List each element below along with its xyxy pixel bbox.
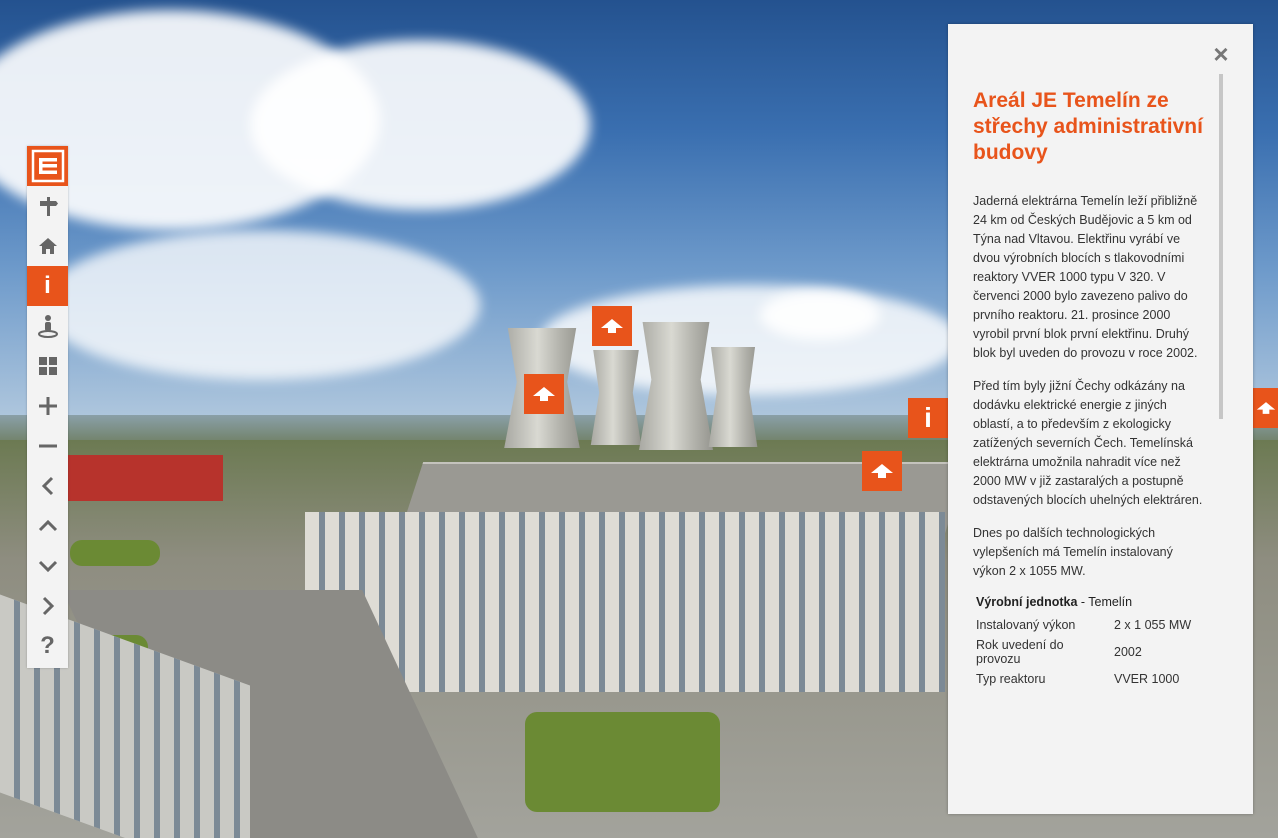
chevron-down-icon[interactable] <box>27 546 68 586</box>
chevron-left-icon[interactable] <box>27 466 68 506</box>
table-heading <box>976 595 1203 609</box>
close-icon[interactable]: × <box>1213 39 1229 69</box>
specs-table <box>973 615 1197 689</box>
chevron-up-icon[interactable] <box>27 506 68 546</box>
home-icon[interactable] <box>27 226 68 266</box>
navigation-toolbar <box>27 146 68 668</box>
table-row <box>973 635 1197 669</box>
grid-icon[interactable] <box>27 346 68 386</box>
panel-paragraph: Dnes po dalších technologických vylepšeních má Temelín instalovaný výkon 2 x 1055 MW. <box>973 526 1173 578</box>
plus-icon[interactable] <box>27 386 68 426</box>
scrollbar[interactable] <box>1219 74 1223 419</box>
table-row <box>973 669 1197 689</box>
arrow-up-icon <box>1256 401 1276 415</box>
help-icon[interactable] <box>27 626 68 666</box>
table-heading-main: Výrobní jednotka <box>976 595 1078 609</box>
signpost-icon[interactable] <box>27 186 68 226</box>
red-building <box>68 455 223 501</box>
lawn <box>70 540 160 566</box>
cloud <box>40 230 480 380</box>
table-row <box>973 615 1197 635</box>
info-icon[interactable] <box>27 266 68 306</box>
cez-logo-icon[interactable] <box>27 146 68 186</box>
navigate-arrow-hotspot[interactable] <box>592 306 632 346</box>
table-heading-suffix: - Temelín <box>1077 595 1133 609</box>
specs-table-section <box>973 595 1203 689</box>
table-key: Rok uvedení do provozu <box>976 638 1064 666</box>
help-button-label: ? <box>40 632 55 659</box>
arrow-up-icon <box>532 386 556 402</box>
navigate-arrow-hotspot[interactable] <box>1253 388 1278 428</box>
table-value: 2002 <box>1114 645 1142 659</box>
minus-icon[interactable] <box>27 426 68 466</box>
info-panel-content <box>973 88 1203 689</box>
person-icon[interactable] <box>27 306 68 346</box>
cloud <box>250 40 590 210</box>
info-panel <box>948 24 1253 814</box>
info-hotspot-label: i <box>924 402 932 433</box>
table-key: Instalovaný výkon <box>976 618 1076 632</box>
panel-paragraph: Před tím byly jižní Čechy odkázány na dodávku elektrické energie z jiných oblastí, a to především z ekologicky zatížených severních Čech. Temelínská elektrárna umožnila nahradit více než 2000 MW v již zastaralých a postupně odstavených blocích uhelných elektráren. <box>973 379 1203 507</box>
chevron-right-icon[interactable] <box>27 586 68 626</box>
table-value: 2 x 1 055 MW <box>1114 618 1192 632</box>
navigate-arrow-hotspot[interactable] <box>862 451 902 491</box>
admin-building <box>305 512 945 692</box>
cloud <box>760 290 880 340</box>
navigate-arrow-hotspot[interactable] <box>524 374 564 414</box>
info-button-label: i <box>44 272 51 299</box>
arrow-up-icon <box>870 463 894 479</box>
panel-title: Areál JE Temelín ze střechy administrativní budovy <box>973 89 1203 164</box>
table-value: VVER 1000 <box>1114 672 1180 686</box>
arrow-up-icon <box>600 318 624 334</box>
lawn <box>525 712 720 812</box>
info-hotspot[interactable] <box>908 398 948 438</box>
panel-paragraph: Jaderná elektrárna Temelín leží přibližně 24 km od Českých Budějovic a 5 km od Týna nad Vltavou. Elektřinu vyrábí ve dvou výrobních blocích s tlakovodními reaktory VVER 1000 typu V 320. V červenci 2000 bylo zavezeno palivo do prvního reaktoru. 21. prosince 2000 vyrobil první blok první elektřinu. Druhý blok byl uveden do provozu v roce 2002. <box>973 194 1198 360</box>
table-key: Typ reaktoru <box>976 672 1046 686</box>
